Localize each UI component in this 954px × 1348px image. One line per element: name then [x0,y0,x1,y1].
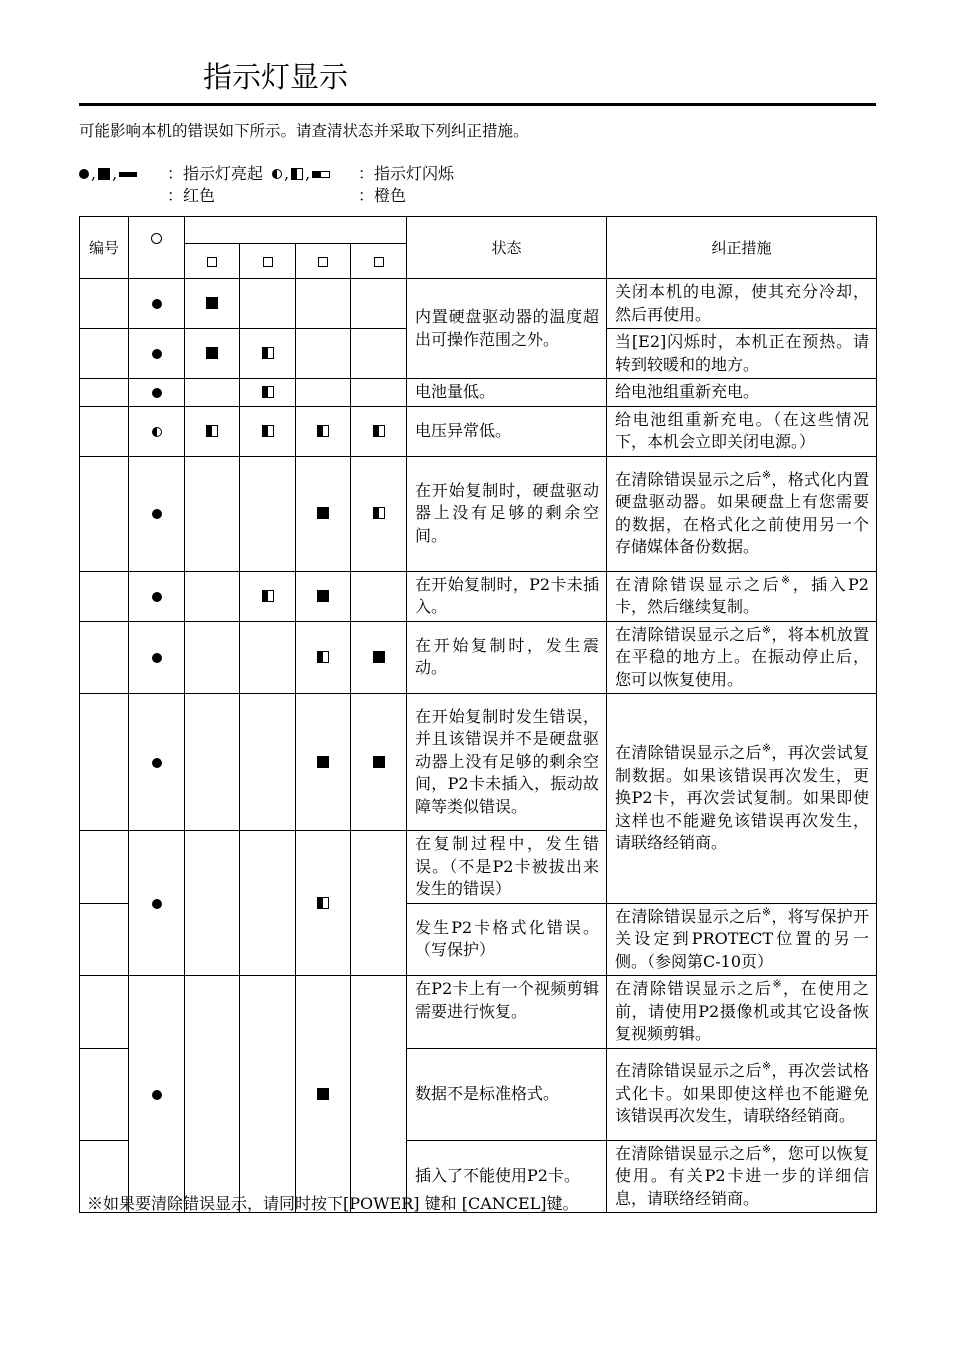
table-row [80,976,877,1049]
led-cell [351,379,407,407]
blink-square-icon [262,347,274,359]
led-cell [351,571,407,621]
led-cell [240,621,296,694]
blink-square-icon [373,507,385,519]
lit-circle-icon [152,349,162,359]
header-no: 编号 [80,217,129,279]
led-cell [129,621,185,694]
led-cell [240,329,296,379]
action-text: ，将写保护开关设定到PROTECT位置的另一侧。（参阅第C-10页） [615,906,869,971]
led-cell [185,456,240,571]
led-cell [296,694,351,831]
action-text: ，您可以恢复使用。有关P2卡进一步的详细信息，请联络经销商。 [615,1143,869,1208]
header-status: 状态 [407,217,607,279]
status-cell: 在复制过程中，发生错误。（不是P2卡被拔出来发生的错误） [407,831,607,904]
legend-on-symbols [79,163,167,185]
led-cell [296,406,351,456]
blink-bar-icon [312,171,330,178]
status-cell: 电池量低。 [407,379,607,407]
square-indicator-icon [207,257,217,267]
led-cell [240,831,296,976]
table-row [80,406,877,456]
led-cell [351,694,407,831]
lit-circle-icon [152,899,162,909]
led-cell [351,621,407,694]
led-cell [185,831,240,976]
header-indicator-group [185,217,407,244]
led-cell [185,621,240,694]
led-cell [240,694,296,831]
led-cell [185,976,240,1213]
lit-square-icon [206,347,218,359]
action-text: ，格式化内置硬盘驱动器。如果硬盘上有您需要的数据，在格式化之前使用另一个存储媒体备份数据。 [615,469,869,556]
blink-square-icon [291,168,303,180]
lit-bar-icon [119,172,137,177]
status-cell: 发生P2卡格式化错误。（写保护） [407,903,607,976]
action-text: 在清除错误显示之后 [615,1143,762,1163]
led-cell [296,329,351,379]
table-row [80,379,877,407]
header-action: 纠正措施 [607,217,877,279]
action-text: 在清除错误显示之后 [615,1061,762,1081]
led-cell [129,571,185,621]
action-cell: 当[E2]闪烁时，本机正在预热。请转到较暖和的地方。 [607,329,877,379]
led-cell [296,279,351,329]
row-number [80,831,129,904]
circle-indicator-icon [151,233,162,244]
lit-circle-icon [152,653,162,663]
row-number [80,1048,129,1140]
action-cell [607,1048,877,1140]
lit-circle-icon [152,1090,162,1100]
status-cell: 在开始复制时，硬盘驱动器上没有足够的剩余空间。 [407,456,607,571]
led-cell [296,621,351,694]
lit-square-icon [206,297,218,309]
action-cell [607,903,877,976]
table-row [80,456,877,571]
row-number [80,406,129,456]
led-cell [240,571,296,621]
status-cell: 在开始复制时，发生震动。 [407,621,607,694]
lit-square-icon [373,756,385,768]
intro-text: 可能影响本机的错误如下所示。请查清状态并采取下列纠正措施。 [79,122,529,140]
lit-circle-icon [152,592,162,602]
lit-square-icon [317,1088,329,1100]
status-cell: 在开始复制时，P2卡未插入。 [407,571,607,621]
legend-red-label: ：红色 [167,186,216,205]
comma: , [305,164,311,183]
note-mark: ※ [761,905,772,919]
lit-circle-icon [152,758,162,768]
note-mark: ※ [772,977,784,991]
action-text: ，插入P2卡，然后继续复制。 [615,574,869,616]
status-cell: 内置硬盘驱动器的温度超出可操作范围之外。 [407,279,607,379]
footnote: ※如果要清除错误显示，请同时按下[POWER] 键和 [CANCEL]键。 [87,1194,579,1213]
row-number [80,694,129,831]
led-cell [351,976,407,1213]
row-number [80,379,129,407]
note-mark: ※ [781,573,793,587]
lit-square-icon [317,756,329,768]
lit-circle-icon [79,169,89,179]
lit-square-icon [317,590,329,602]
led-cell [129,406,185,456]
led-cell [296,571,351,621]
status-cell: 插入了不能使用P2卡。 [407,1140,607,1213]
lit-square-icon [373,651,385,663]
row-number [80,976,129,1049]
status-cell: 在开始复制时发生错误，并且该错误并不是硬盘驱动器上没有足够的剩余空间，P2卡未插入，振动故障等类似错误。 [407,694,607,831]
header-main-indicator [129,217,185,279]
blink-circle-icon [272,169,282,179]
action-text: 在清除错误显示之后 [615,906,762,926]
error-table [79,216,877,1213]
led-cell [129,456,185,571]
header-indicator-3 [296,244,351,279]
lit-square-icon [98,168,110,180]
led-cell [296,831,351,976]
led-cell [240,406,296,456]
blink-square-icon [317,425,329,437]
action-cell [607,1140,877,1213]
blink-square-icon [317,897,329,909]
led-cell [129,831,185,976]
action-text: ，将本机放置在平稳的地方上。在振动停止后，您可以恢复使用。 [615,624,869,689]
led-cell [351,406,407,456]
led-cell [240,456,296,571]
led-cell [185,379,240,407]
action-cell [607,976,877,1049]
title-rule [79,103,876,106]
row-number [80,456,129,571]
led-cell [240,279,296,329]
table-row [80,571,877,621]
square-indicator-icon [263,257,273,267]
action-text: 在清除错误显示之后 [615,743,762,762]
legend [79,163,454,207]
lit-circle-icon [152,299,162,309]
blink-square-icon [262,425,274,437]
led-cell [351,279,407,329]
legend-orange-label: ：橙色 [358,186,407,205]
square-indicator-icon [318,257,328,267]
led-cell [129,379,185,407]
legend-blink-label: ：指示灯闪烁 [358,164,455,183]
legend-row-2 [79,185,454,207]
led-cell [240,976,296,1213]
blink-square-icon [262,590,274,602]
table-row [80,279,877,329]
page-title: 指示灯显示 [203,60,349,94]
note-mark: ※ [761,1142,772,1156]
header-indicator-1 [185,244,240,279]
action-cell [607,694,877,904]
blink-square-icon [317,651,329,663]
row-number [80,903,129,976]
row-number [80,279,129,329]
led-cell [351,329,407,379]
led-cell [240,379,296,407]
lit-square-icon [317,507,329,519]
action-cell [607,621,877,694]
blink-square-icon [262,386,274,398]
row-number [80,571,129,621]
action-text: 在清除错误显示之后 [615,469,762,489]
legend-row-1 [79,163,454,185]
action-cell [607,456,877,571]
note-mark: ※ [761,741,772,755]
row-number [80,621,129,694]
action-cell: 给电池组重新充电。（在这些情况下，本机会立即关闭电源。） [607,406,877,456]
led-cell [296,379,351,407]
blink-square-icon [373,425,385,437]
header-indicator-2 [240,244,296,279]
note-mark: ※ [761,468,772,482]
note-mark: ※ [761,623,772,637]
action-cell: 给电池组重新充电。 [607,379,877,407]
status-cell: 电压异常低。 [407,406,607,456]
action-cell: 关闭本机的电源，使其充分冷却，然后再使用。 [607,279,877,329]
comma: , [112,164,118,183]
table-row [80,694,877,831]
square-indicator-icon [374,257,384,267]
led-cell [185,279,240,329]
note-mark: ※ [761,1059,772,1073]
led-cell [185,329,240,379]
led-cell [185,406,240,456]
status-cell: 在P2卡上有一个视频剪辑需要进行恢复。 [407,976,607,1049]
led-cell [296,456,351,571]
action-text: ，在使用之前，请使用P2摄像机或其它设备恢复视频剪辑。 [615,979,869,1043]
action-text: 在清除错误显示之后 [615,624,762,644]
table-row [80,621,877,694]
action-text: 在清除错误显示之后 [615,574,782,594]
action-cell [607,571,877,621]
action-text: ，再次尝试格式化卡。如果即使这样也不能避免该错误再次发生，请联络经销商。 [615,1061,869,1126]
blink-circle-icon [152,427,162,437]
row-number [80,329,129,379]
lit-circle-icon [152,509,162,519]
led-cell [129,279,185,329]
legend-on-label: ：指示灯亮起 [167,164,264,183]
lit-circle-icon [152,388,162,398]
led-cell [129,694,185,831]
comma: , [91,164,97,183]
led-cell [185,571,240,621]
led-cell [129,329,185,379]
legend-blink-symbols [272,163,358,185]
action-text: 在清除错误显示之后 [615,979,773,998]
led-cell [185,694,240,831]
blink-square-icon [206,425,218,437]
header-indicator-4 [351,244,407,279]
led-cell [129,976,185,1213]
action-text: ，再次尝试复制数据。如果该错误再次发生，更换P2卡，再次尝试复制。如果即使这样也不能避免该错误再次发生，请联络经销商。 [615,743,869,852]
led-cell [351,456,407,571]
comma: , [284,164,290,183]
status-cell: 数据不是标准格式。 [407,1048,607,1140]
led-cell [351,831,407,976]
led-cell [296,976,351,1213]
